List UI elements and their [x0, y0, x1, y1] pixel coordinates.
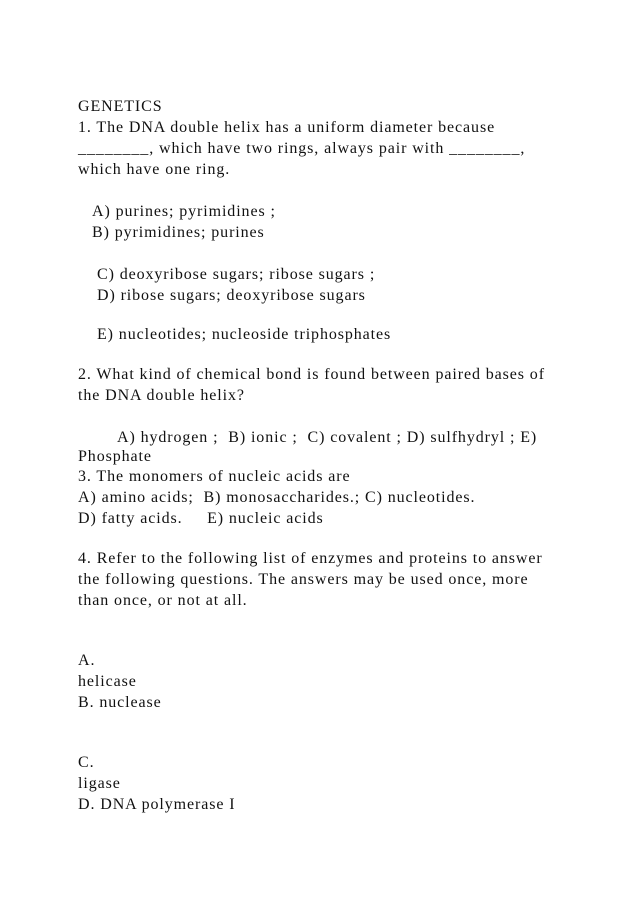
question-1-option-e: E) nucleotides; nucleoside triphosphates: [97, 326, 392, 343]
question-4-line-1: 4. Refer to the following list of enzymes and proteins to answer: [78, 550, 543, 567]
question-3-line-1: 3. The monomers of nucleic acids are: [78, 468, 351, 485]
question-2-line-2: the DNA double helix?: [78, 387, 245, 404]
document-heading: GENETICS: [78, 98, 163, 115]
question-1-option-a: A) purines; pyrimidines ;: [92, 203, 276, 220]
enzyme-c-letter: C.: [78, 754, 95, 771]
enzyme-a-letter: A.: [78, 652, 96, 669]
enzyme-b: B. nuclease: [78, 694, 162, 711]
question-1-option-c: C) deoxyribose sugars; ribose sugars ;: [97, 266, 376, 283]
enzyme-a-name: helicase: [78, 673, 137, 690]
question-1-line-2: ________, which have two rings, always pair with ________,: [78, 140, 526, 157]
question-4-line-3: than once, or not at all.: [78, 592, 248, 609]
question-1-line-1: 1. The DNA double helix has a uniform diameter because: [78, 119, 496, 136]
question-2-options: A) hydrogen ; B) ionic ; C) covalent ; D) sulfhydryl ; E): [117, 429, 538, 446]
question-3-options-1: A) amino acids; B) monosaccharides.; C) nucleotides.: [78, 489, 476, 506]
question-4-line-2: the following questions. The answers may be used once, more: [78, 571, 529, 588]
question-2-options-cont: Phosphate: [78, 448, 152, 465]
question-1-option-b: B) pyrimidines; purines: [92, 224, 265, 241]
enzyme-d: D. DNA polymerase I: [78, 796, 236, 813]
question-3-options-2: D) fatty acids. E) nucleic acids: [78, 510, 324, 527]
enzyme-c-name: ligase: [78, 775, 121, 792]
question-2-line-1: 2. What kind of chemical bond is found between paired bases of: [78, 366, 545, 383]
question-1-line-3: which have one ring.: [78, 161, 231, 178]
question-1-option-d: D) ribose sugars; deoxyribose sugars: [97, 287, 366, 304]
